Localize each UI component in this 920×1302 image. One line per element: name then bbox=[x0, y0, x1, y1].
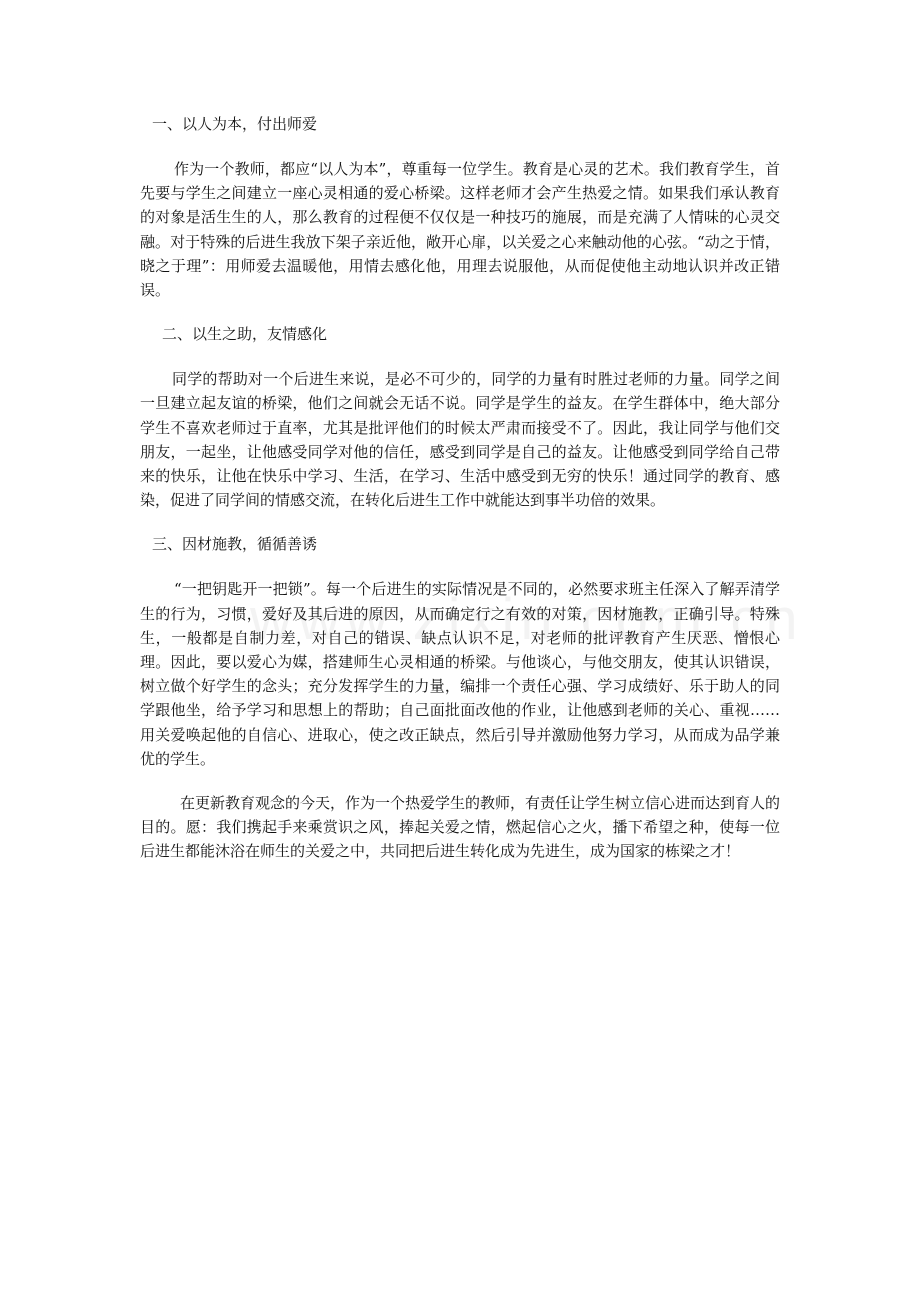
document-body bbox=[140, 112, 780, 864]
section-3-heading: 三、因材施教，循循善诱 bbox=[152, 535, 318, 554]
section-2-paragraph: 同学的帮助对一个后进生来说，是必不可少的，同学的力量有时胜过老师的力量。同学之间一旦建立起友谊的桥梁，他们之间就会无话不说。同学是学生的益友。在学生群体中，绝大部分学生不喜欢老师过于直率，尤其是批评他们的时候太严肃而接受不了。因此，我让同学与他们交朋友，一起坐，让他感受同学对他的信任，感受到同学是自己的益友。让他感受到同学给自己带来的快乐，让他在快乐中学习、生活，在学习、生活中感受到无穷的快乐！通过同学的教育、感染，促进了同学间的情感交流，在转化后进生工作中就能达到事半功倍的效果。 bbox=[140, 370, 780, 510]
section-3-paragraph: “一把钥匙开一把锁”。每一个后进生的实际情况是不同的，必然要求班主任深入了解弄清学生的行为，习惯，爱好及其后进的原因，从而确定行之有效的对策，因材施教，正确引导。特殊生，一般都是自制力差，对自己的错误、缺点认识不足，对老师的批评教育产生厌恶、憎恨心理。因此，要以爱心为媒，搭建师生心灵相通的桥梁。与他谈心，与他交朋友，使其认识错误，树立做个好学生的念头；充分发挥学生的力量，编排一个责任心强、学习成绩好、乐于助人的同学跟他坐，给予学习和思想上的帮助；自己面批面改他的作业，让他感到老师的关心、重视……用关爱唤起他的自信心、进取心，使之改正缺点，然后引导并激励他努力学习，从而成为品学兼优的学生。 bbox=[140, 580, 780, 768]
section-1-paragraph: 作为一个教师，都应“以人为本”，尊重每一位学生。教育是心灵的艺术。我们教育学生，首先要与学生之间建立一座心灵相通的爱心桥梁。这样老师才会产生热爱之情。如果我们承认教育的对象是活生生的人，那么教育的过程便不仅仅是一种技巧的施展，而是充满了人情味的心灵交融。对于特殊的后进生我放下架子亲近他，敞开心扉，以关爱之心来触动他的心弦。“动之于情，晓之于理”：用师爱去温暖他，用情去感化他，用理去说服他，从而促使他主动地认识并改正错误。 bbox=[140, 160, 780, 300]
closing-paragraph: 在更新教育观念的今天，作为一个热爱学生的教师，有责任让学生树立信心进而达到育人的目的。愿：我们携起手来乘赏识之风，捧起关爱之情，燃起信心之火，播下希望之种，使每一位后进生都能沐浴在师生的关爱之中，共同把后进生转化成为先进生，成为国家的栋梁之才！ bbox=[140, 794, 781, 861]
section-2-heading: 二、以生之助，友情感化 bbox=[162, 325, 328, 344]
section-1-heading: 一、以人为本，付出师爱 bbox=[152, 115, 318, 133]
